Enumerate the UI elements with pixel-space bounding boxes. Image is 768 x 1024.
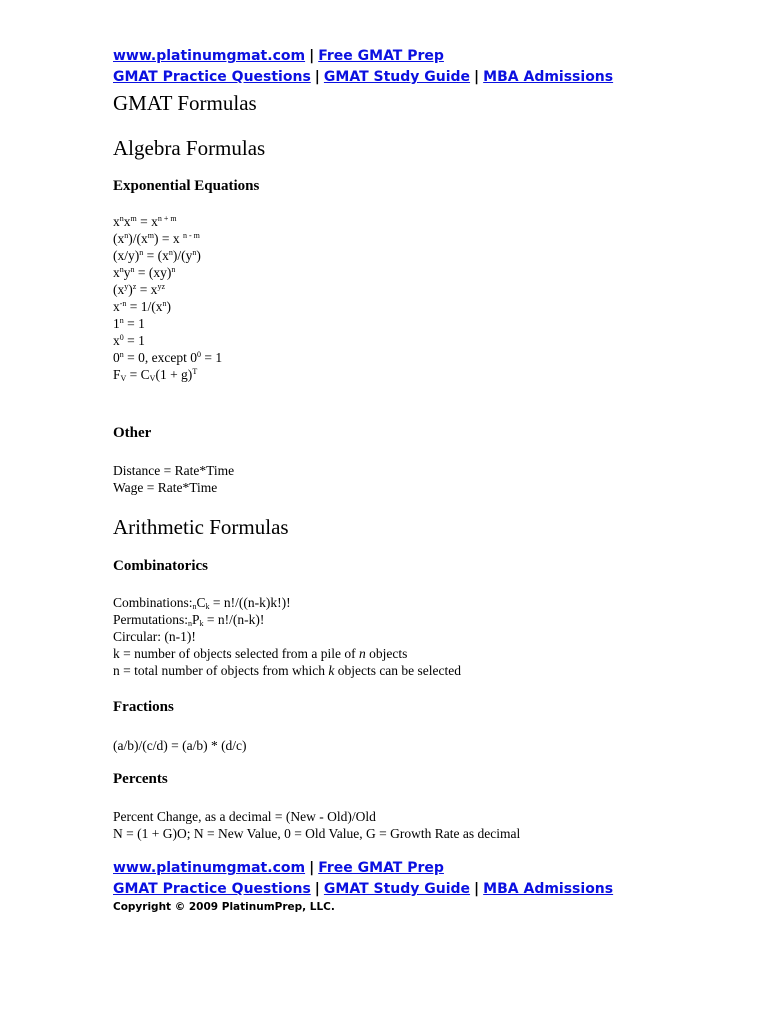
other-formula-list: [113, 462, 234, 496]
separator: |: [474, 69, 480, 85]
header-nav-row-2: [113, 67, 613, 87]
gmat-study-guide-link[interactable]: GMAT Study Guide: [323, 69, 471, 85]
fractions-formula: (a/b)/(c/d) = (a/b) * (d/c): [113, 738, 247, 753]
site-link[interactable]: www.platinumgmat.com: [113, 860, 306, 876]
exponential-formula: $0^n = 0$, except $0^0 = 1$: [113, 350, 223, 365]
exponential-formula: $1^n = 1$: [113, 316, 145, 331]
exponential-formula: $x^ny^n = (xy)^n$: [113, 265, 176, 280]
exponential-formula: $x^nx^m = x^{n + m}$: [113, 214, 177, 229]
percents-line: N = (1 + G)O; N = New Value, 0 = Old Value, G = Growth Rate as decimal: [113, 826, 521, 841]
combinatorics-line: $Combinations:_nC_k = n!/((n-k)k!)$!: [113, 595, 291, 611]
exponential-formula: $x^{-n} = 1/(x^n)$: [113, 299, 172, 314]
exponential-formula: $(x^y)^z = x^{yz}$: [113, 282, 165, 297]
separator: |: [309, 48, 315, 64]
fractions-heading: Fractions: [113, 699, 174, 715]
algebra-heading: Algebra Formulas: [113, 136, 266, 160]
mba-admissions-link[interactable]: MBA Admissions: [483, 69, 614, 85]
percents-heading: Percents: [113, 771, 168, 787]
combinatorics-line: Circular: (n-1)!: [113, 629, 196, 644]
arithmetic-heading: Arithmetic Formulas: [113, 515, 289, 539]
exponential-formula-list: [113, 213, 222, 383]
gmat-practice-questions-link[interactable]: GMAT Practice Questions: [113, 881, 311, 897]
other-formula: Wage = Rate*Time: [113, 480, 218, 495]
other-heading: Other: [113, 425, 152, 441]
page-title: GMAT Formulas: [113, 91, 257, 115]
percents-line: Percent Change, as a decimal = (New - Old)/Old: [113, 809, 376, 824]
copyright: Copyright © 2009 PlatinumPrep, LLC.: [113, 901, 335, 913]
footer-nav-row-1: [113, 858, 444, 878]
site-link[interactable]: www.platinumgmat.com: [113, 48, 306, 64]
exponential-formula: $(x^n)/(x^m) = x$ $^{n - m}$: [113, 231, 200, 246]
exponential-formula: $(x/y)^n = (x^n)/(y^n)$: [113, 248, 201, 263]
separator: |: [474, 881, 480, 897]
exponential-heading: Exponential Equations: [113, 178, 260, 194]
exponential-formula: $x^0 = 1$: [113, 333, 145, 348]
combinatorics-list: [113, 594, 461, 679]
header-nav-row-1: [113, 46, 444, 66]
combinatorics-line: n = total number of objects from which k objects can be selected: [113, 663, 462, 678]
free-gmat-prep-link[interactable]: Free GMAT Prep: [318, 860, 444, 876]
combinatorics-line: k = number of objects selected from a pile of n objects: [113, 646, 408, 661]
mba-admissions-link[interactable]: MBA Admissions: [483, 881, 614, 897]
combinatorics-heading: Combinatorics: [113, 558, 208, 574]
gmat-study-guide-link[interactable]: GMAT Study Guide: [323, 881, 471, 897]
separator: |: [314, 881, 320, 897]
separator: |: [309, 860, 315, 876]
free-gmat-prep-link[interactable]: Free GMAT Prep: [318, 48, 444, 64]
other-formula: Distance = Rate*Time: [113, 463, 235, 478]
percents-list: [113, 808, 520, 842]
footer-nav-row-2: [113, 879, 613, 899]
combinatorics-line: $Permutations:_nP_k = n!/(n-k)$!: [113, 612, 265, 628]
gmat-practice-questions-link[interactable]: GMAT Practice Questions: [113, 69, 311, 85]
separator: |: [314, 69, 320, 85]
exponential-formula: $F_V = C_V(1 + g)^T$: [113, 367, 198, 383]
